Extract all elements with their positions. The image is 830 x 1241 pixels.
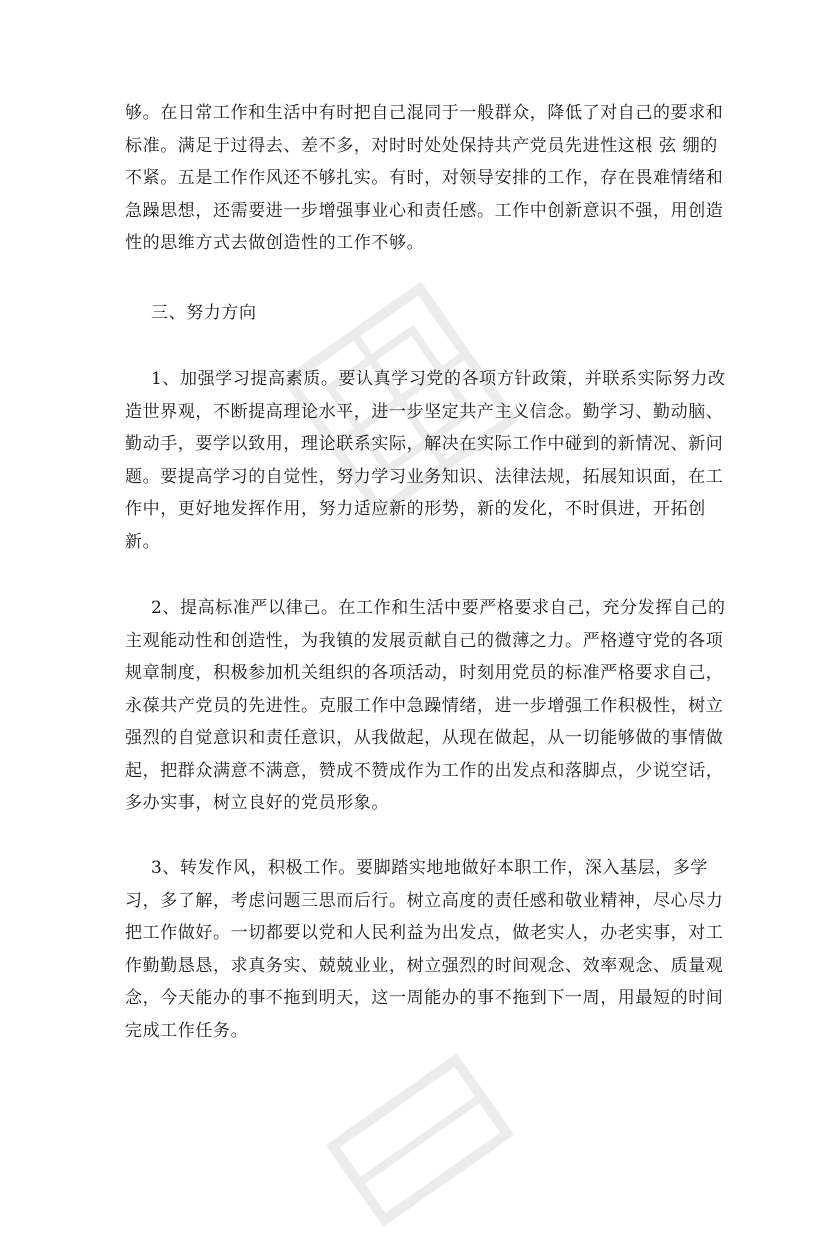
text-line: 起，把群众满意不满意，赞成不赞成作为工作的出发点和落脚点，少说空话， bbox=[125, 760, 724, 781]
text-line: 3、转发作风，积极工作。要脚踏实地地做好本职工作，深入基层，多学 bbox=[151, 858, 709, 878]
text-line: 标准。满足于过得去、差不多，对时时处处保持共产党员先进性这根 弦 绷的 bbox=[125, 135, 718, 156]
section-heading-text: 三、努力方向 bbox=[151, 303, 257, 323]
text-line: 把工作做好。一切都要以党和人民利益为出发点，做老实人，办老实事，对工 bbox=[125, 923, 724, 943]
text-line: 念，今天能办的事不拖到明天，这一周能办的事不拖到下一周，用最短的时间 bbox=[125, 988, 724, 1008]
text-line: 强烈的自觉意识和责任意识，从我做起，从现在做起，从一切能够做的事情做 bbox=[125, 728, 724, 748]
text-line: 永葆共产党员的先进性。克服工作中急躁情绪，进一步增强工作积极性，树立 bbox=[125, 695, 724, 716]
text-line: 勤动手，要学以致用，理论联系实际，解决在实际工作中碰到的新情况、新问 bbox=[125, 434, 724, 454]
text-line: 新。 bbox=[125, 531, 161, 552]
section-heading bbox=[125, 297, 725, 330]
text-line: 作勤勤恳恳，求真务实、兢兢业业，树立强烈的时间观念、效率观念、质量观 bbox=[125, 955, 724, 976]
text-line: 主观能动性和创造性，为我镇的发展贡献自己的微薄之力。严格遵守党的各项 bbox=[125, 630, 724, 651]
text-line: 多办实事，树立良好的党员形象。 bbox=[125, 793, 389, 813]
paragraph-item-3 bbox=[125, 852, 725, 1047]
text-line: 作中，更好地发挥作用，努力适应新的形势，新的发化，不时俱进，开拓创 bbox=[125, 499, 706, 519]
text-line: 急躁思想，还需要进一步增强事业心和责任感。工作中创新意识不强，用创造 bbox=[125, 200, 724, 221]
text-line: 够。在日常工作和生活中有时把自己混同于一般群众，降低了对自己的要求和 bbox=[125, 103, 724, 123]
text-line: 题。要提高学习的自觉性，努力学习业务知识、法律法规，拓展知识面，在工 bbox=[125, 466, 724, 487]
paragraph-continuation bbox=[125, 97, 725, 260]
text-line: 2、提高标准严以律己。在工作和生活中要严格要求自己，充分发挥自己的 bbox=[151, 598, 726, 618]
watermark-logo bbox=[312, 1039, 528, 1241]
text-line: 完成工作任务。 bbox=[125, 1020, 249, 1041]
text-line: 造世界观，不断提高理论水平，进一步坚定共产主义信念。勤学习、勤动脑、 bbox=[125, 401, 724, 422]
text-line: 规章制度，积极参加机关组织的各项活动，时刻用党员的标准严格要求自己， bbox=[125, 663, 724, 683]
paragraph-item-2 bbox=[125, 592, 725, 820]
text-line: 习，多了解，考虑问题三思而后行。树立高度的责任感和敬业精神，尽心尽力 bbox=[125, 890, 724, 911]
paragraph-item-1 bbox=[125, 363, 725, 558]
text-line: 1、加强学习提高素质。要认真学习党的各项方针政策，并联系实际努力改 bbox=[151, 369, 726, 389]
text-line: 不紧。五是工作作风还不够扎实。有时，对领导安排的工作，存在畏难情绪和 bbox=[125, 168, 724, 188]
text-line: 性的思维方式去做创造性的工作不够。 bbox=[125, 233, 425, 253]
